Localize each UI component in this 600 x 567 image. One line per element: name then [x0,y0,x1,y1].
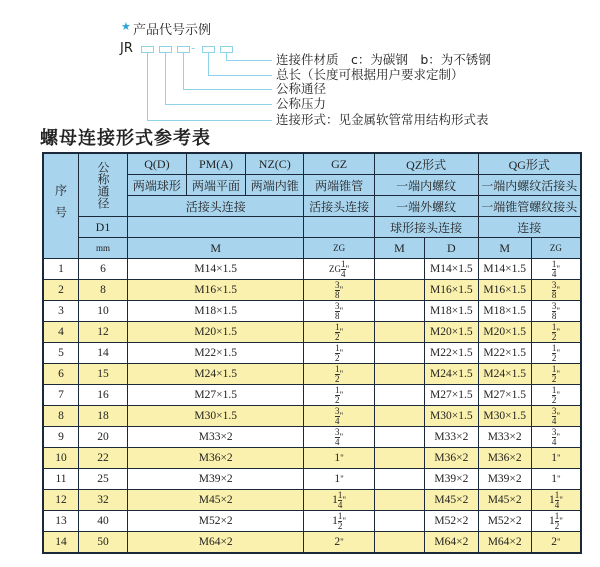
cell-qz-m [374,406,424,427]
cell-gz: ZG $\frac{1}{4}$ " [304,259,374,280]
header-pm-desc: 两端平面 [186,175,245,196]
table-row [43,322,581,343]
table-row [43,259,581,280]
leader-line [226,60,272,61]
leader-line [226,52,227,60]
cell-qz-d: M36×2 [425,448,478,469]
header-qz-desc2: 一端外螺纹 [374,196,478,217]
denominator: 2 [337,520,343,531]
cell-gz: 1 $\frac{1}{4}$ " [304,490,374,511]
zg-whole: 2 [551,536,557,548]
cell-qz-d: M64×2 [425,532,478,554]
numerator: 3 [335,405,340,416]
cell-no: 4 [43,322,79,343]
denominator: 8 [335,310,340,321]
cell-qz-d: M14×1.5 [425,259,478,280]
zg-whole: 1 [334,473,341,485]
cell-m: M16×1.5 [128,280,304,301]
denominator: 4 [551,268,557,279]
table-row [43,280,581,301]
cell-gz: $\frac{1}{2}$ " [304,364,374,385]
cell-qg-m: M52×2 [478,511,531,532]
denominator: 2 [551,331,557,342]
cell-qz-m [374,385,424,406]
header-q-desc: 两端球形 [128,175,187,196]
cell-qg-m: M24×1.5 [478,364,531,385]
cell-qz-d: M52×2 [425,511,478,532]
cell-m: M30×1.5 [128,406,304,427]
denominator: 4 [335,436,340,447]
cell-m: M24×1.5 [128,364,304,385]
table-title: 螺母连接形式参考表 [40,128,211,149]
zg-whole: 2 [334,536,341,548]
header-gz-union: 活接头连接 [304,196,374,217]
header-m: M [128,238,304,259]
cell-qz-m [374,280,424,301]
numerator: 1 [337,510,343,521]
cell-m: M14×1.5 [128,259,304,280]
cell-gz: 1" [304,448,374,469]
zg-whole: 1 [548,493,555,506]
cell-qg-zg: $\frac{3}{4}$ " [531,406,581,427]
header-qz-m: M [374,238,424,259]
header-qg-zg: ZG [531,238,581,259]
cell-gz: $\frac{1}{2}$ " [304,322,374,343]
cell-qz-d: M22×1.5 [425,343,478,364]
code-prefix: JR [120,41,133,56]
header-qg-desc3: 连接 [478,217,581,238]
numerator: 1 [551,384,557,395]
cell-no: 3 [43,301,79,322]
header-d1: D1 [79,217,128,238]
cell-dn: 40 [79,511,128,532]
cell-qz-m [374,301,424,322]
cell-dn: 6 [79,259,128,280]
numerator: 1 [551,363,557,374]
cell-qg-m: M39×2 [478,469,531,490]
cell-no: 13 [43,511,79,532]
header-mm: mm [79,238,128,259]
cell-qz-m [374,427,424,448]
cell-no: 5 [43,343,79,364]
numerator: 3 [551,300,557,311]
cell-qg-zg: 1 $\frac{1}{2}$ " [531,511,581,532]
header-gz: GZ [304,153,374,175]
numerator: 3 [335,279,340,290]
denominator: 2 [551,352,557,363]
cell-m: M39×2 [128,469,304,490]
leader-line [183,89,272,90]
header-qz: QZ形式 [374,153,478,175]
numerator: 1 [335,321,340,332]
header-qz-desc3: 球形接头连接 [374,217,478,238]
cell-dn: 32 [79,490,128,511]
cell-qz-m [374,259,424,280]
cell-qg-zg: 1" [531,448,581,469]
zg-whole: 1 [334,452,341,464]
table-row [43,343,581,364]
cell-m: M45×2 [128,490,304,511]
cell-qz-d: M45×2 [425,490,478,511]
header-qz-d: D [425,238,478,259]
denominator: 4 [337,499,343,510]
header-empty [304,217,374,238]
numerator: 1 [337,489,343,500]
zg-whole: 1 [551,452,557,464]
zg-whole: 1 [332,514,338,527]
cell-no: 8 [43,406,79,427]
cell-qg-zg: 1" [531,469,581,490]
denominator: 2 [335,352,340,363]
cell-qg-m: M64×2 [478,532,531,554]
denominator: 4 [335,415,340,426]
cell-qg-zg: $\frac{1}{2}$ " [531,343,581,364]
cell-qg-m: M45×2 [478,490,531,511]
cell-no: 10 [43,448,79,469]
denominator: 2 [551,394,557,405]
cell-qg-m: M14×1.5 [478,259,531,280]
header-zg: ZG [304,238,374,259]
code-label-material: 连接件材质 c：为碳钢 b：为不锈钢 [276,52,491,67]
header-q: Q(D) [128,153,187,175]
denominator: 4 [551,415,557,426]
numerator: 1 [335,363,340,374]
cell-gz: $\frac{3}{4}$ " [304,406,374,427]
cell-qg-m: M27×1.5 [478,385,531,406]
numerator: 1 [551,258,557,269]
cell-qz-m [374,532,424,554]
cell-qz-d: M30×1.5 [425,406,478,427]
cell-qz-d: M16×1.5 [425,280,478,301]
cell-qz-m [374,490,424,511]
leader-line [208,75,272,76]
cell-qg-zg: $\frac{1}{4}$ " [531,259,581,280]
cell-dn: 50 [79,532,128,554]
header-qg-desc2: 一端锥管螺纹接头 [478,196,581,217]
header-nz-desc: 两端内锥 [246,175,304,196]
denominator: 8 [551,289,557,300]
leader-line [165,104,272,105]
cell-dn: 18 [79,406,128,427]
cell-dn: 20 [79,427,128,448]
cell-gz: $\frac{1}{2}$ " [304,343,374,364]
table-row [43,490,581,511]
denominator: 4 [341,268,346,279]
table-row [43,301,581,322]
code-label-pressure: 公称压力 [276,96,327,111]
cell-no: 11 [43,469,79,490]
table-row [43,406,581,427]
cell-qg-zg: 1 $\frac{1}{4}$ " [531,490,581,511]
star-icon: ★ [121,20,131,33]
cell-gz: 1" [304,469,374,490]
cell-dn: 25 [79,469,128,490]
leader-line [147,52,148,120]
header-qg-desc: 一端内螺纹活接头 [478,175,581,196]
denominator: 2 [335,373,340,384]
denominator: 4 [554,499,560,510]
header-qz-desc: 一端内螺纹 [374,175,478,196]
cell-qz-m [374,448,424,469]
table-row [43,364,581,385]
cell-qg-zg: 2" [531,532,581,554]
cell-qz-d: M27×1.5 [425,385,478,406]
zg-whole: 1 [548,514,555,527]
cell-gz: $\frac{3}{8}$ " [304,301,374,322]
cell-dn: 15 [79,364,128,385]
leader-line [165,52,166,104]
denominator: 2 [551,373,557,384]
leader-line [208,52,209,75]
header-dn: 公称通径 [79,153,128,217]
denominator: 2 [335,331,340,342]
cell-qz-m [374,511,424,532]
header-nz: NZ(C) [246,153,304,175]
cell-m: M20×1.5 [128,322,304,343]
cell-qg-m: M36×2 [478,448,531,469]
cell-m: M52×2 [128,511,304,532]
cell-qz-m [374,343,424,364]
table-row [43,469,581,490]
cell-no: 7 [43,385,79,406]
code-dash: - [191,41,196,55]
cell-m: M18×1.5 [128,301,304,322]
header-qg-m: M [478,238,531,259]
code-label-connection: 连接形式：见金属软管常用结构形式表 [276,112,489,127]
numerator: 1 [335,384,340,395]
cell-no: 14 [43,532,79,554]
cell-qg-zg: $\frac{1}{2}$ " [531,322,581,343]
leader-line [147,120,272,121]
nut-connection-table [42,152,582,554]
cell-dn: 8 [79,280,128,301]
table-row [43,532,581,554]
denominator: 4 [551,436,557,447]
table-row [43,448,581,469]
code-label-length: 总长（长度可根据用户要求定制） [276,67,464,82]
cell-qz-m [374,469,424,490]
numerator: 1 [335,342,340,353]
numerator: 1 [341,258,346,269]
table-row [43,511,581,532]
cell-gz: 2" [304,532,374,554]
cell-qg-m: M18×1.5 [478,301,531,322]
cell-gz: $\frac{3}{8}$ " [304,280,374,301]
zg-whole: 1 [332,493,338,506]
header-qg: QG形式 [478,153,581,175]
cell-qg-zg: $\frac{1}{2}$ " [531,364,581,385]
header-empty [128,217,304,238]
cell-qz-d: M18×1.5 [425,301,478,322]
cell-qz-d: M20×1.5 [425,322,478,343]
denominator: 2 [554,520,560,531]
numerator: 1 [551,321,557,332]
cell-no: 2 [43,280,79,301]
cell-dn: 16 [79,385,128,406]
numerator: 3 [551,426,557,437]
denominator: 8 [335,289,340,300]
table-row [43,427,581,448]
cell-no: 6 [43,364,79,385]
cell-m: M36×2 [128,448,304,469]
cell-gz: 1 $\frac{1}{2}$ " [304,511,374,532]
cell-no: 9 [43,427,79,448]
numerator: 3 [335,300,340,311]
cell-qz-d: M39×2 [425,469,478,490]
header-union: 活接头连接 [128,196,304,217]
cell-qz-m [374,322,424,343]
cell-qg-m: M20×1.5 [478,322,531,343]
cell-m: M27×1.5 [128,385,304,406]
cell-m: M33×2 [128,427,304,448]
cell-m: M22×1.5 [128,343,304,364]
leader-line [183,52,184,89]
header-seq: 序号 [43,153,79,259]
header-gz-desc: 两端锥管 [304,175,374,196]
cell-dn: 22 [79,448,128,469]
cell-qg-m: M22×1.5 [478,343,531,364]
numerator: 3 [335,426,340,437]
numerator: 1 [551,342,557,353]
cell-dn: 14 [79,343,128,364]
code-example-title: 产品代号示例 [133,23,212,38]
cell-gz: $\frac{3}{4}$ " [304,427,374,448]
cell-qz-d: M33×2 [425,427,478,448]
numerator: 3 [551,405,557,416]
numerator: 1 [554,489,560,500]
cell-dn: 12 [79,322,128,343]
zg-whole: 1 [551,473,557,485]
cell-qg-m: M16×1.5 [478,280,531,301]
cell-qg-zg: $\frac{3}{8}$ " [531,280,581,301]
cell-qg-zg: $\frac{3}{8}$ " [531,301,581,322]
cell-gz: $\frac{1}{2}$ " [304,385,374,406]
denominator: 2 [335,394,340,405]
code-label-diameter: 公称通径 [276,81,327,96]
cell-qz-m [374,364,424,385]
cell-m: M64×2 [128,532,304,554]
cell-dn: 10 [79,301,128,322]
cell-no: 12 [43,490,79,511]
zg-prefix: ZG [329,263,342,274]
cell-no: 1 [43,259,79,280]
cell-qz-d: M24×1.5 [425,364,478,385]
header-pm: PM(A) [186,153,245,175]
table-row [43,385,581,406]
numerator: 1 [554,510,560,521]
cell-qg-m: M30×1.5 [478,406,531,427]
numerator: 3 [551,279,557,290]
cell-qg-zg: $\frac{3}{4}$ " [531,427,581,448]
cell-qg-m: M33×2 [478,427,531,448]
cell-qg-zg: $\frac{1}{2}$ " [531,385,581,406]
denominator: 8 [551,310,557,321]
